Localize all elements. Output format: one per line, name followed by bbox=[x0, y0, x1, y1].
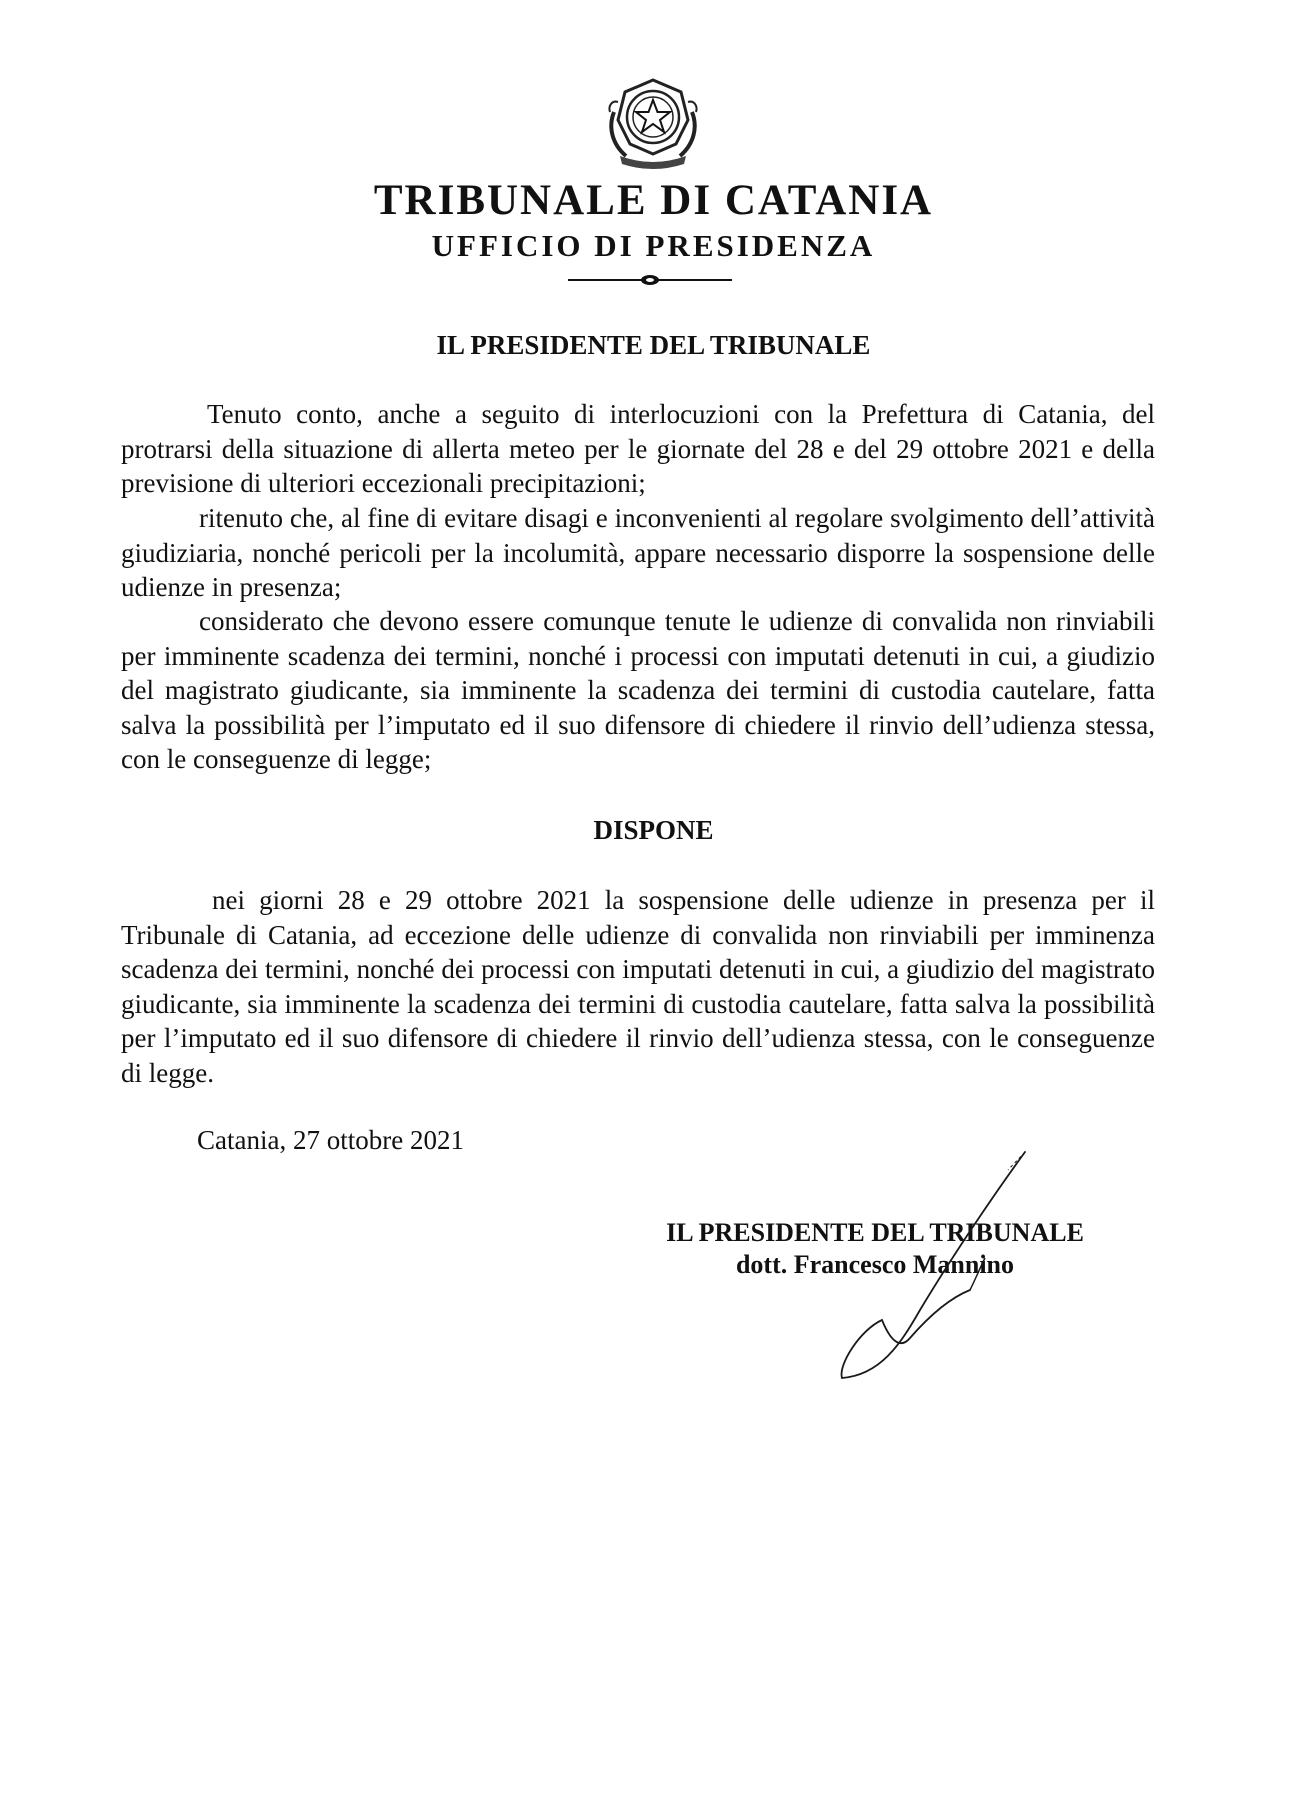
signatory-role: IL PRESIDENTE DEL TRIBUNALE bbox=[666, 1218, 1084, 1247]
operative-heading: DISPONE bbox=[593, 815, 714, 845]
office-subtitle: UFFICIO DI PRESIDENZA bbox=[431, 228, 876, 263]
operative-paragraph: nei giorni 28 e 29 ottobre 2021 la sospensione delle udienze in presenza per il Tribunale di Catania, ad eccezione delle udienze di convalida non rinviabili per imminenza scadenza dei termini, nonché dei processi con imputati detenuti in cui, a giudizio del magistrato giudicante, sia imminente la scadenza dei termini di custodia cautelare, fatta salva la possibilità per l’imputato ed il suo difensore di chiedere il rinvio dell’udienza stessa, con le conseguenze di legge. bbox=[121, 885, 1155, 1088]
decree-authority-heading: IL PRESIDENTE DEL TRIBUNALE bbox=[436, 330, 871, 360]
office-title: TRIBUNALE DI CATANIA bbox=[373, 177, 934, 224]
place-date: Catania, 27 ottobre 2021 bbox=[197, 1125, 464, 1155]
recital-paragraph: considerato che devono essere comunque tenute le udienze di convalida non rinviabili per imminente scadenza dei termini, nonché i processi con imputati detenuti in cui, a giudizio del magistrato giudicante, sia imminente la scadenza dei termini di custodia cautelare, fatta salva la possibilità per l’imputato ed il suo difensore di chiedere il rinvio dell’udienza stessa, con le conseguenze di legge; bbox=[121, 606, 1155, 774]
recital-paragraph: Tenuto conto, anche a seguito di interlocuzioni con la Prefettura di Catania, del protrarsi della situazione di allerta meteo per le giornate del 28 e del 29 ottobre 2021 e della previsione di ulteriori eccezionali precipitazioni; bbox=[121, 399, 1155, 498]
signatory-name: dott. Francesco Mannino bbox=[735, 1250, 1015, 1279]
divider-ornament-icon bbox=[568, 270, 732, 290]
handwritten-signature-icon bbox=[820, 1140, 1040, 1390]
recital-paragraph: ritenuto che, al fine di evitare disagi e inconvenienti al regolare svolgimento dell’attività giudiziaria, nonché pericoli per la incolumità, appare necessario disporre la sospensione delle udienze in presenza; bbox=[121, 503, 1155, 602]
italian-republic-emblem-icon bbox=[598, 72, 708, 172]
